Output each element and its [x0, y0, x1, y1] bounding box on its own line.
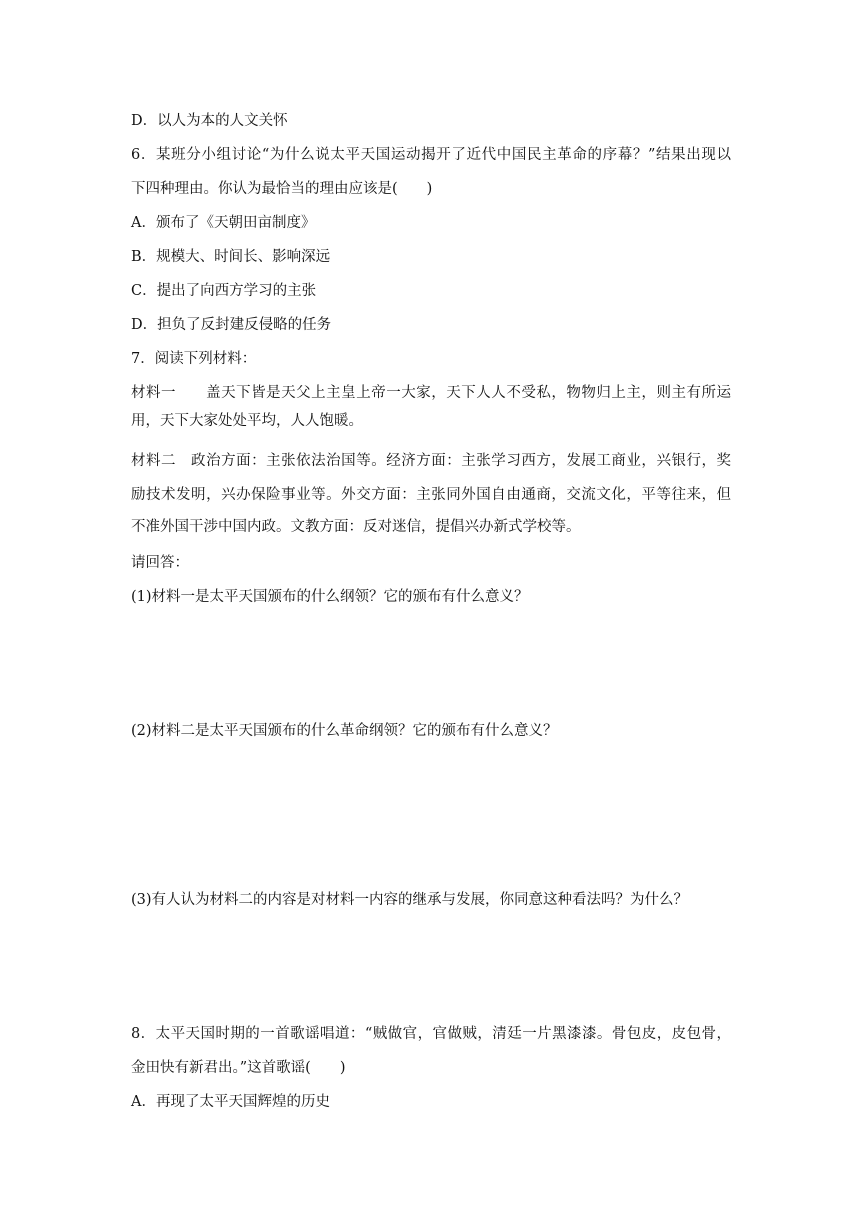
q7-prompt: 请回答： [131, 555, 189, 571]
q5-option-d: D．以人为本的人文关怀 [131, 113, 288, 129]
q6-option-a: A．颁布了《天朝田亩制度》 [131, 215, 316, 231]
q6-stem-line-2: 下四种理由。你认为最恰当的理由应该是( ) [131, 181, 433, 197]
q6-option-d: D．担负了反封建反侵略的任务 [131, 317, 332, 333]
q6-stem-line-1: 6．某班分小组讨论“为什么说太平天国运动揭开了近代中国民主革命的序幕？”结果出现以 [131, 147, 731, 163]
q7-material-2-line-2: 励技术发明，兴办保险事业等。外交方面：主张同外国自由通商，交流文化，平等往来，但 [131, 487, 731, 503]
q7-sub-question-3: (3)有人认为材料二的内容是对材料一内容的继承与发展，你同意这种看法吗？为什么？ [131, 892, 689, 908]
q7-material-1-line-2: 用，天下大家处处平均，人人饱暖。 [131, 413, 363, 429]
q7-stem: 7．阅读下列材料： [131, 351, 257, 367]
q8-stem-line-1: 8．太平天国时期的一首歌谣唱道：“贼做官，官做贼，清廷一片黑漆漆。骨包皮，皮包骨， [131, 1026, 731, 1042]
q7-sub-question-1: (1)材料一是太平天国颁布的什么纲领？它的颁布有什么意义？ [131, 589, 529, 605]
q7-material-2-line-1: 材料二 政治方面：主张依法治国等。经济方面：主张学习西方，发展工商业，兴银行，奖 [131, 453, 731, 469]
q7-sub-question-2: (2)材料二是太平天国颁布的什么革命纲领？它的颁布有什么意义？ [131, 723, 558, 739]
q7-material-2-line-3: 不准外国干涉中国内政。文教方面：反对迷信，提倡兴办新式学校等。 [131, 519, 581, 535]
q6-option-b: B．规模大、时间长、影响深远 [131, 249, 331, 265]
q8-stem-line-2: 金田快有新君出。”这首歌谣( ) [131, 1060, 346, 1076]
q6-option-c: C．提出了向西方学习的主张 [131, 283, 317, 299]
q7-material-1-line-1: 材料一 盖天下皆是天父上主皇上帝一大家，天下人人不受私，物物归上主，则主有所运 [131, 385, 731, 401]
q8-option-a: A．再现了太平天国辉煌的历史 [131, 1094, 330, 1110]
